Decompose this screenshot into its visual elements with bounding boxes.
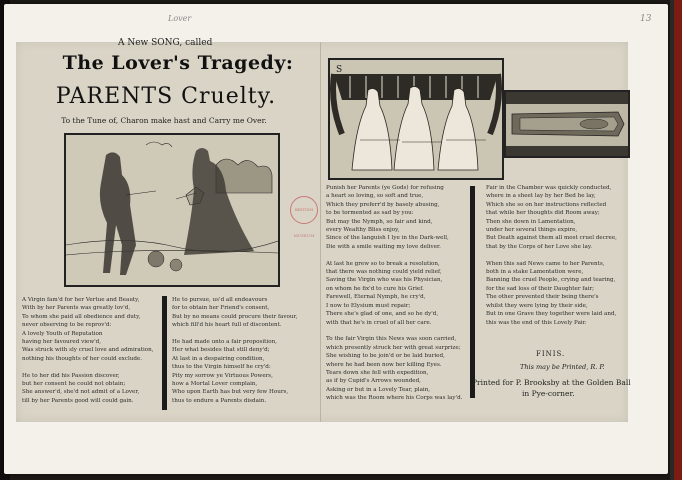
verse-line: With by her Parents was greatly lov'd,	[22, 305, 131, 312]
verse-line: A lovely Youth of Reputation	[22, 330, 103, 337]
verse-line: At last he grew so to break a resolution,	[326, 260, 440, 267]
verse-line: He had made unto a fair proposition,	[172, 339, 277, 346]
verse-line: But may the Nymph, so fair and kind,	[326, 218, 433, 225]
verse-line: But Death against them all most cruel decree,	[486, 235, 617, 242]
verse-line: The other prevented their being there's	[486, 294, 599, 301]
verse-line: on whom he fix'd to cure his Grief.	[326, 285, 424, 292]
manuscript-note: Lover	[168, 14, 192, 23]
verse-line: To whom she paid all obedience and duty,	[22, 313, 141, 320]
verse-line: Then she down in Lamentation,	[486, 218, 576, 225]
verse-line: for the sad loss of their Daughter fair;	[486, 285, 595, 292]
verse-line: Was struck with sly cruel love and admiration,	[22, 347, 154, 354]
verse-line	[486, 251, 626, 259]
verse-line: Since of the languish I lye in the Dark-well,	[326, 235, 449, 242]
column-rule	[162, 296, 167, 410]
verse-line: that by the Corps of her Love she lay.	[486, 243, 593, 250]
verse-line: A Virgin fam'd for her Vertue and Beauty,	[22, 297, 140, 303]
verse-line: Tears down she fell with expedition,	[326, 369, 429, 376]
woodcut-letter-s: S	[336, 65, 343, 75]
verse-line: where he had been now her killing Eyes.	[326, 361, 442, 368]
printer-address: in Pye-corner.	[522, 389, 575, 398]
museum-stamp	[290, 196, 318, 238]
verse-line: a heart so loving, so soft and true,	[326, 193, 424, 200]
verse-line: Saving the Virgin who was his Physician,	[326, 277, 443, 284]
printer-imprint: Printed for P. Brooksby at the Golden Ball	[472, 378, 631, 387]
verse-line: He to her did his Passion discover,	[22, 372, 120, 379]
verse-line: Pity my sorrow ye Virtuous Powers,	[172, 372, 273, 379]
song-subtitle: PARENTS Cruelty.	[55, 84, 277, 109]
verse-line: to be tormented as sad by you:	[326, 210, 414, 217]
folio-number: 13	[640, 14, 652, 24]
verse-line: At last in a despairing condition,	[172, 355, 265, 362]
verse-line: He to pursue, us'd all endeavours	[172, 297, 268, 303]
verse-line: Which she so on her instructions reflected	[486, 201, 607, 208]
verse-line: that while her thoughts did Room away;	[486, 210, 600, 217]
verse-line	[326, 251, 464, 259]
verse-line: where in a sheet lay by her Bed he lay,	[486, 193, 596, 200]
verse-column-2	[172, 296, 320, 405]
sheet-fold	[320, 42, 321, 422]
verse-line: Who upon Earth has but very few Hours,	[172, 389, 289, 396]
tune-line: To the Tune of, Charon make hast and Carry me Over.	[61, 116, 267, 125]
verse-line: nothing his thoughts of her could exclude.	[22, 355, 143, 362]
woodcut-couple-image	[64, 133, 280, 287]
verse-line	[326, 327, 464, 335]
verse-line: both in a stake Lamentation were,	[486, 269, 584, 276]
verse-line: Fair in the Chamber was quickly conducted,	[486, 185, 612, 191]
song-title: The Lover's Tragedy:	[62, 52, 294, 74]
verse-line: this was the end of this Lovely Pair.	[486, 319, 587, 326]
verse-line: Punish her Parents (ye Gods) for refusing	[326, 185, 444, 191]
verse-line: which fill'd his heart full of discontent.	[172, 322, 282, 329]
verse-line: There she's glad of one, and so he dy'd,	[326, 311, 439, 318]
verse-line: how a Mortal Lover complain,	[172, 381, 258, 388]
verse-line: under her several things expire,	[486, 227, 578, 234]
verse-line: never observing to be reprov'd:	[22, 322, 112, 329]
verse-line: When this sad News came to her Parents,	[486, 260, 605, 267]
verse-line: thus to the Virgin himself he cry'd:	[172, 364, 271, 371]
verse-line: Asking or but in a Lovely Tear, plain,	[326, 386, 431, 393]
verse-column-4	[486, 184, 626, 327]
verse-line: that there was nothing could yield relief,	[326, 269, 442, 276]
verse-line: Her what besides that still deny'd;	[172, 347, 270, 354]
woodcut-coffin-image	[504, 90, 630, 158]
verse-line: for to obtain her Friend's consent,	[172, 305, 270, 312]
verse-line: thus to endure a Parents disdain.	[172, 397, 267, 404]
verse-line: To the fair Virgin this News was soon carried,	[326, 336, 457, 343]
verse-line: Farewell, Eternal Nymph, he cry'd,	[326, 294, 426, 301]
verse-line: having her favoured view'd,	[22, 339, 102, 346]
verse-line: Die with a smile waiting my love deliver.	[326, 243, 441, 250]
woodcut-three-ladies-image	[328, 58, 504, 180]
verse-line: Banning the cruel People, crying and tearing,	[486, 277, 616, 284]
finis-label: FINIS.	[536, 350, 566, 358]
verse-line: till by her Parents good will could gain.	[22, 397, 134, 404]
verse-line: whilst they were lying by their side,	[486, 302, 588, 309]
verse-column-3	[326, 184, 464, 403]
verse-line: but her consent he could not obtain;	[22, 381, 126, 388]
verse-line: which was the Room where his Corps was lay'd.	[326, 395, 463, 402]
verse-line: But by no means could procure their favour,	[172, 313, 298, 320]
verse-column-1	[22, 296, 158, 405]
verse-line: But in one Grave they together were laid and,	[486, 311, 617, 318]
verse-line	[172, 330, 320, 338]
verse-line: with that he's in cruel of all her care.	[326, 319, 432, 326]
verse-line: Which they preferr'd by basely abusing,	[326, 201, 440, 208]
license-line: This may be Printed, R. P.	[520, 363, 605, 371]
binding-edge	[674, 0, 682, 480]
museum-stamp-label: BRITISH MUSEUM	[293, 207, 315, 238]
verse-line: every Wealthy Bliss enjoy,	[326, 227, 400, 234]
verse-line: She answer'd, she'd not admit of a Lover,	[22, 389, 140, 396]
verse-line: which presently struck her with great surprize;	[326, 344, 461, 351]
song-subheading: A New SONG, called	[118, 38, 213, 48]
verse-line	[22, 363, 158, 371]
verse-line: I now to Elysium must repair;	[326, 302, 411, 309]
verse-line: as if by Cupid's Arrows wounded,	[326, 378, 421, 385]
column-rule	[470, 186, 475, 398]
verse-line: She wishing to be join'd or be laid buried,	[326, 353, 445, 360]
